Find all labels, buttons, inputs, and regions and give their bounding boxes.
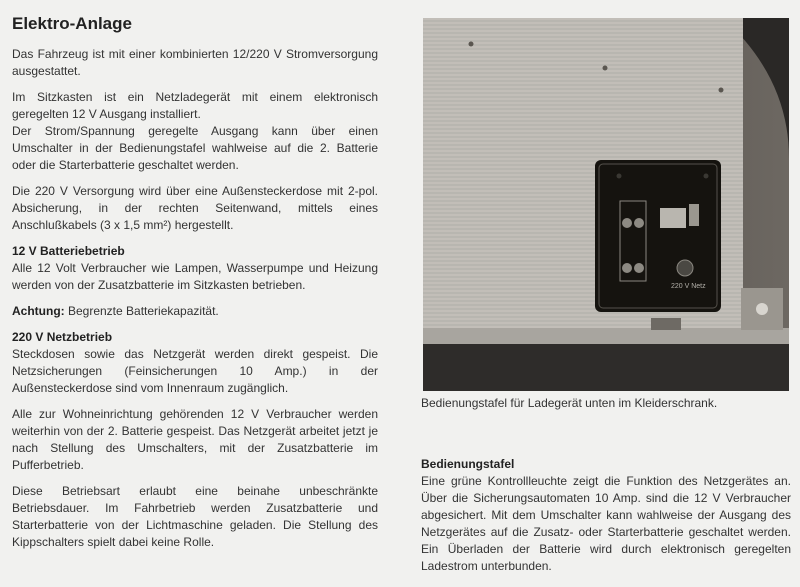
achtung-label: Achtung: <box>12 304 65 318</box>
heading-bedienungstafel: Bedienungstafel <box>421 457 515 471</box>
heading-220v: 220 V Netzbetrieb <box>12 330 113 344</box>
panel-label: 220 V Netz <box>671 283 706 290</box>
photo-illustration <box>423 18 789 391</box>
page-title: Elektro-Anlage <box>12 14 132 33</box>
paragraph-intro: Das Fahrzeug ist mit einer kombinierten 12/220 V Stromversorgung ausgestattet. <box>12 47 378 78</box>
right-column <box>421 456 791 575</box>
paragraph-220v-supply: Die 220 V Versorgung wird über eine Außensteckerdose mit 2-pol. Absicherung, in der rechten Seitenwand, mittels eines Anschlußkabels (3 x 1,5 mm²) hergestellt. <box>12 184 378 232</box>
paragraph-12v: Alle 12 Volt Verbraucher wie Lampen, Wasserpumpe und Heizung werden von der Zusatzbatterie im Sitzkasten betrieben. <box>12 261 378 292</box>
achtung-text: Begrenzte Batteriekapazität. <box>64 304 219 318</box>
paragraph-achtung <box>12 303 378 320</box>
paragraph-operation: Diese Betriebsart erlaubt eine beinahe unbeschränkte Betriebsdauer. Im Fahrbetrieb werden Zusatzbatterie und Starterbatterie von der Lichtmaschine geladen. Die Stellung des Kippschalters spielt dabei keine Rolle. <box>12 484 378 549</box>
paragraph-charger: Im Sitzkasten ist ein Netzladegerät mit einem elektronisch geregelten 12 V Ausgang installiert. <box>12 90 378 121</box>
paragraph-220v: Steckdosen sowie das Netzgerät werden direkt gespeist. Die Netzsicherungen (Feinsicherungen 10 Amp.) in der Außensteckerdose sind vom Innenraum zugänglich. <box>12 347 378 395</box>
left-column <box>12 14 378 560</box>
paragraph-switch: Der Strom/Spannung geregelte Ausgang kann über einen Umschalter in der Bedienungstafel wahlweise auf die 2. Batterie oder die Starterbatterie geschaltet werden. <box>12 124 378 172</box>
photo-caption: Bedienungstafel für Ladegerät unten im Kleiderschrank. <box>421 396 718 410</box>
control-panel-photo <box>423 18 789 391</box>
paragraph-consumers: Alle zur Wohneinrichtung gehörenden 12 V Verbraucher werden weiterhin von der 2. Batterie gespeist. Das Netzgerät arbeitet jetzt je nach Stellung des Umschalters, mit der Zusatzbatterie im Pufferbetrieb. <box>12 407 378 472</box>
paragraph-bedienungstafel: Eine grüne Kontrollleuchte zeigt die Funktion des Netzgerätes an. Über die Sicherungsautomaten 10 Amp. sind die 12 V Verbraucher abgesichert. Mit dem Umschalter kann wahlweise der Ausgang des Netzgerätes auf die Zusatz- oder Starterbatterie geschaltet werden. Ein Überladen der Batterie wird durch elektronisch geregelten Ladestrom unterbunden. <box>421 474 791 573</box>
heading-12v: 12 V Batteriebetrieb <box>12 244 125 258</box>
